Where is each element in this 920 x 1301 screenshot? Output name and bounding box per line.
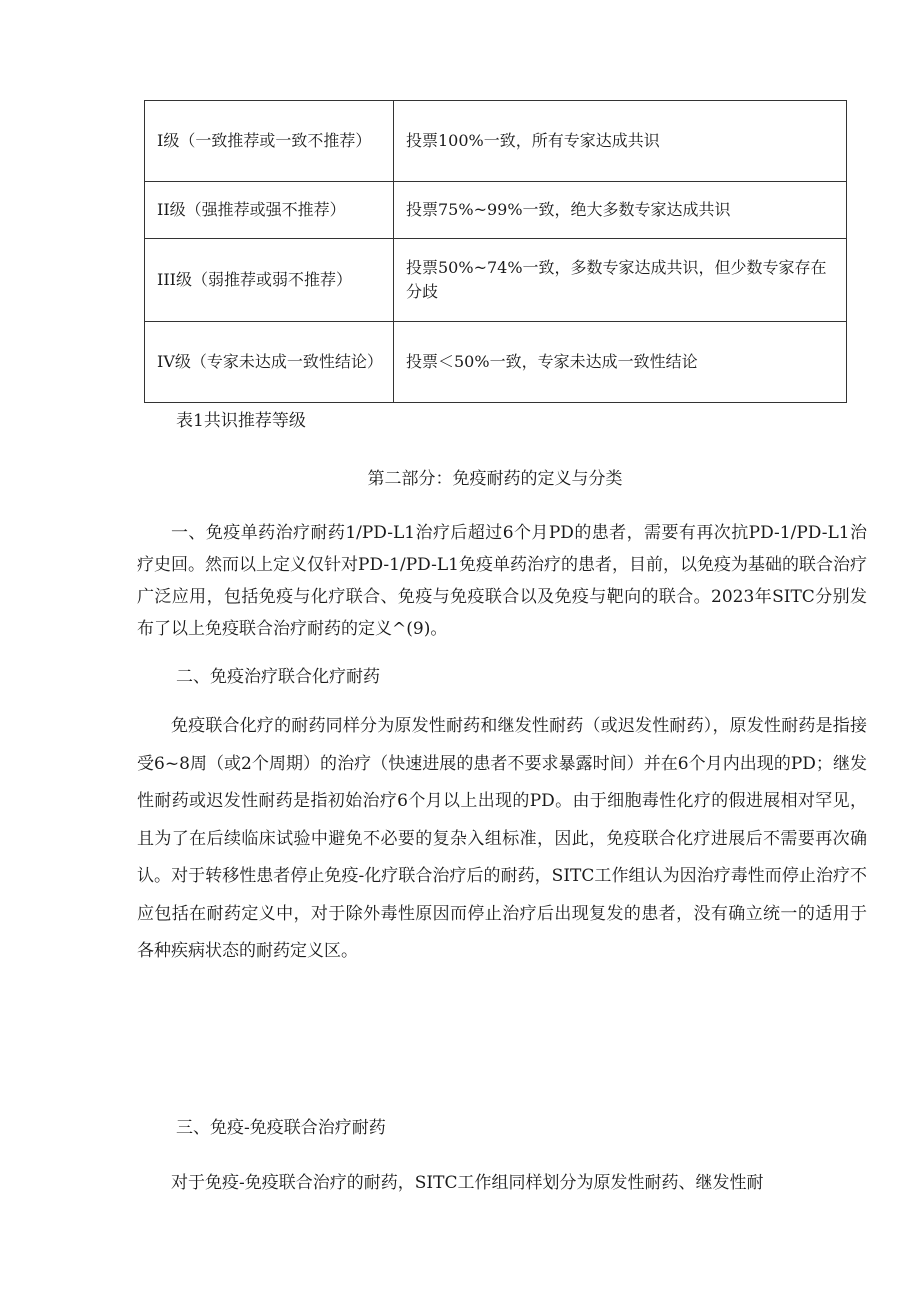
paragraph-immuno-immuno-resistance: 对于免疫-免疫联合治疗的耐药，SITC工作组同样划分为原发性耐药、继发性耐 [171,1173,764,1193]
table-caption: 表1共识推荐等级 [176,411,306,431]
level-cell: IV级（专家未达成一致性结论） [145,322,394,403]
table-row [145,322,847,403]
description-cell: 投票50%~74%一致，多数专家达成共识，但少数专家存在分歧 [394,239,847,322]
heading-immuno-immuno: 三、免疫-免疫联合治疗耐药 [176,1118,386,1138]
level-cell: II级（强推荐或强不推荐） [145,182,394,239]
paragraph-monotherapy-resistance: 一、免疫单药治疗耐药1/PD-L1治疗后超过6个月PD的患者，需要有再次抗PD-1/PD-L1治疗史回。然而以上定义仅针对PD-1/PD-L1免疫单药治疗的患者，目前，以免疫为基础的联合治疗广泛应用，包括免疫与化疗联合、免疫与免疫联合以及免疫与靶向的联合。2023年SITC分别发布了以上免疫联合治疗耐药的定义^(9)。 [137,523,867,639]
section-title: 第二部分：免疫耐药的定义与分类 [367,469,623,489]
table-row [145,182,847,239]
level-cell: III级（弱推荐或弱不推荐） [145,239,394,322]
heading-immuno-chemo: 二、免疫治疗联合化疗耐药 [176,667,380,687]
level-cell: I级（一致推荐或一致不推荐） [145,101,394,182]
paragraph-immuno-chemo-resistance: 免疫联合化疗的耐药同样分为原发性耐药和继发性耐药（或迟发性耐药），原发性耐药是指接受6~8周（或2个周期）的治疗（快速进展的患者不要求暴露时间）并在6个月内出现的PD；继发性耐药或迟发性耐药是指初始治疗6个月以上出现的PD。由于细胞毒性化疗的假进展相对罕见，且为了在后续临床试验中避免不必要的复杂入组标准，因此，免疫联合化疗进展后不需要再次确认。对于转移性患者停止免疫-化疗联合治疗后的耐药，SITC工作组认为因治疗毒性而停止治疗不应包括在耐药定义中，对于除外毒性原因而停止治疗后出现复发的患者，没有确立统一的适用于各种疾病状态的耐药定义区。 [137,716,867,961]
description-cell: 投票＜50%一致，专家未达成一致性结论 [394,322,847,403]
consensus-grade-table [144,100,847,403]
description-cell: 投票75%~99%一致，绝大多数专家达成共识 [394,182,847,239]
description-cell: 投票100%一致，所有专家达成共识 [394,101,847,182]
table-row [145,101,847,182]
table-row [145,239,847,322]
